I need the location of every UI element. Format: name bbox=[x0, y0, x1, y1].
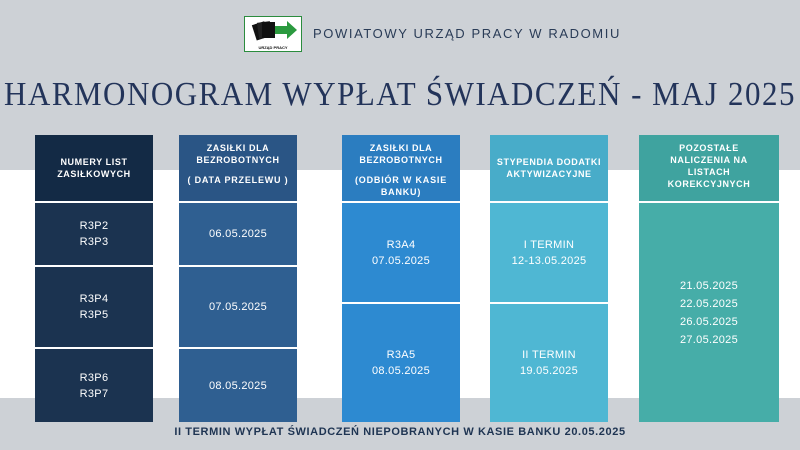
column-heading-text: NUMERY LIST ZASIŁKOWYCH bbox=[57, 157, 131, 179]
table-cell bbox=[179, 267, 297, 347]
list-number: R3P6 bbox=[79, 371, 109, 384]
table-cell bbox=[35, 203, 153, 265]
list-number: R3P7 bbox=[79, 387, 109, 400]
column-scholarships bbox=[490, 135, 608, 422]
column-transfer-dates bbox=[179, 135, 297, 422]
payment-date: 08.05.2025 bbox=[208, 379, 268, 392]
column-heading-text: ZASIŁKI DLA BEZROBOTNYCH bbox=[359, 143, 443, 165]
logo-caption: URZĄD PRACY bbox=[258, 45, 288, 50]
table-cell bbox=[639, 203, 779, 422]
payment-date: 08.05.2025 bbox=[371, 365, 431, 377]
column-subheading: (ODBIÓR W KASIE BANKU) bbox=[355, 175, 447, 197]
column-heading-text: POZOSTAŁE NALICZENIA NA LISTACH KOREKCYJNYCH bbox=[667, 143, 751, 189]
logo-icon bbox=[244, 16, 302, 52]
list-number: R3P5 bbox=[79, 309, 109, 321]
column-heading bbox=[639, 135, 779, 201]
column-bank-pickup bbox=[342, 135, 460, 422]
table-cell bbox=[35, 267, 153, 347]
column-heading bbox=[35, 135, 153, 201]
term-label: I TERMIN bbox=[523, 238, 575, 251]
payment-date: 21.05.2025 bbox=[679, 279, 739, 292]
column-corrections bbox=[639, 135, 779, 422]
payment-date: 26.05.2025 bbox=[679, 315, 739, 328]
column-list-numbers bbox=[35, 135, 153, 422]
column-heading bbox=[490, 135, 608, 201]
table-cell bbox=[342, 304, 460, 422]
list-number: R3A4 bbox=[386, 238, 416, 251]
payment-date: 07.05.2025 bbox=[371, 254, 431, 267]
column-heading bbox=[342, 135, 460, 201]
table-cell bbox=[490, 304, 608, 422]
table-cell bbox=[179, 203, 297, 265]
list-number: R3P2 bbox=[79, 220, 109, 232]
table-cell bbox=[179, 349, 297, 422]
term-label: II TERMIN bbox=[522, 349, 576, 361]
list-number: R3A5 bbox=[386, 349, 416, 361]
list-number: R3P4 bbox=[79, 293, 109, 305]
column-heading bbox=[179, 135, 297, 201]
table-cell bbox=[35, 349, 153, 422]
page-header bbox=[0, 0, 800, 130]
column-heading-text: STYPENDIA DODATKI AKTYWIZACYJNE bbox=[496, 157, 602, 179]
payment-date: 22.05.2025 bbox=[679, 297, 739, 310]
organization-name: POWIATOWY URZĄD PRACY W RADOMIU bbox=[313, 26, 621, 41]
table-cell bbox=[490, 203, 608, 302]
list-number: R3P3 bbox=[79, 236, 109, 248]
table-cell bbox=[342, 203, 460, 302]
payment-date: 07.05.2025 bbox=[208, 301, 268, 313]
payment-date: 27.05.2025 bbox=[679, 333, 739, 346]
payment-date: 06.05.2025 bbox=[208, 228, 268, 240]
column-subheading: ( DATA PRZELEWU ) bbox=[187, 175, 289, 185]
payment-date: 12-13.05.2025 bbox=[511, 254, 587, 267]
footer-note: II TERMIN WYPŁAT ŚWIADCZEŃ NIEPOBRANYCH W KASIE BANKU 20.05.2025 bbox=[174, 426, 626, 438]
payment-date: 19.05.2025 bbox=[519, 365, 579, 377]
page-title: HARMONOGRAM WYPŁAT ŚWIADCZEŃ - MAJ 2025 bbox=[4, 74, 796, 113]
column-heading-text: ZASIŁKI DLA BEZROBOTNYCH bbox=[196, 143, 280, 165]
